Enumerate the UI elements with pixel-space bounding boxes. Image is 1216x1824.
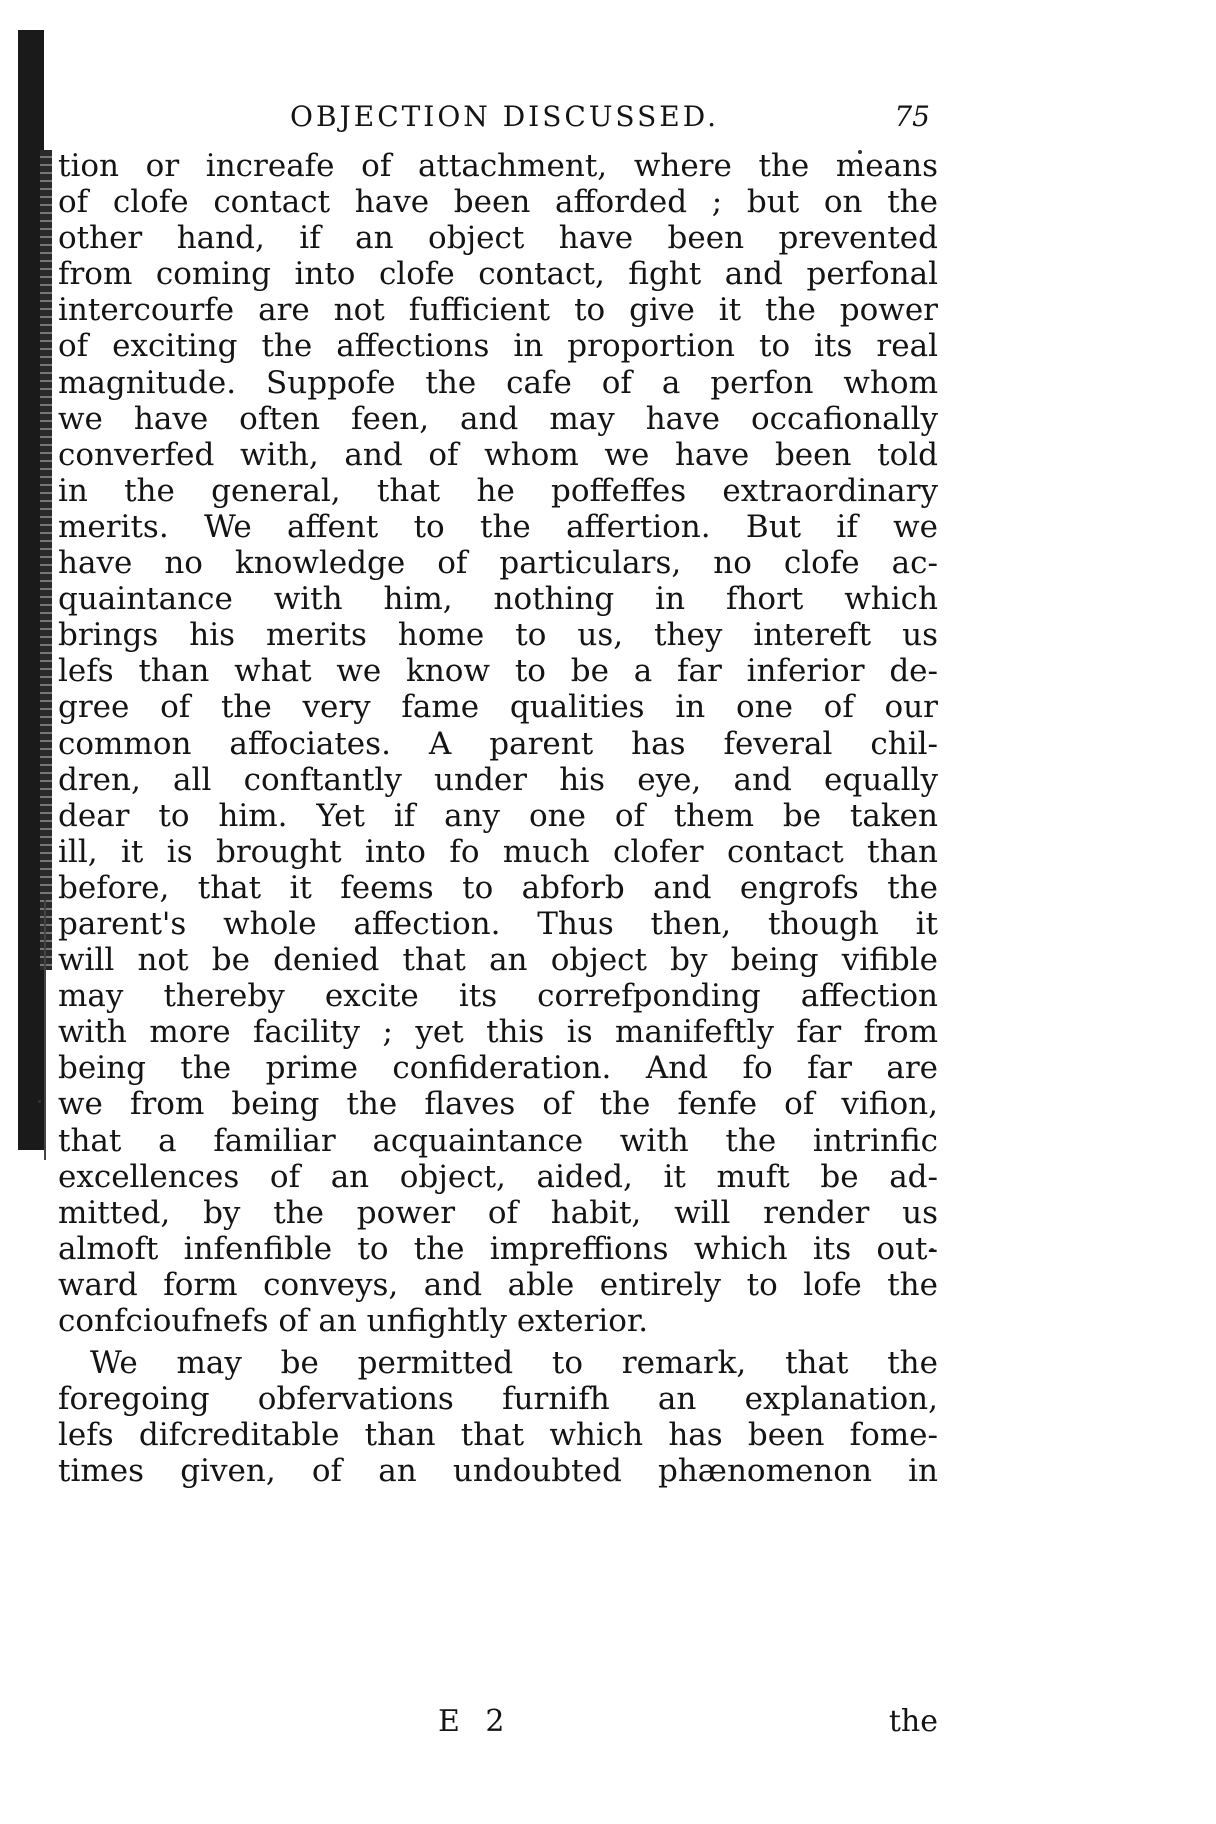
text-line: from coming into clofe contact, fight and perfonal [58, 256, 938, 293]
text-line: merits. We affent to the affertion. But if we [58, 508, 938, 545]
text-line: of exciting the affections in proportion to its real [58, 328, 938, 365]
text-line: in the general, that he poffeffes extraordinary [58, 472, 938, 509]
text-line: magnitude. Suppofe the cafe of a perfon whom [58, 364, 938, 401]
text-line: common affociates. A parent has feveral chil- [58, 725, 938, 762]
text-line: parent's whole affection. Thus then, though it [58, 905, 938, 942]
text-line: almoft infenfible to the impreffions which its out- [58, 1230, 938, 1267]
text-line: before, that it feems to abforb and engrofs the [58, 869, 938, 906]
text-line: converfed with, and of whom we have been told [58, 436, 938, 473]
text-line: mitted, by the power of habit, will render us [58, 1194, 938, 1231]
page-header [70, 90, 930, 140]
text-line: quaintance with him, nothing in fhort which [58, 581, 938, 618]
text-line: tion or increafe of attachment, where the means [58, 148, 938, 184]
text-line: that a familiar acquaintance with the intrinfic [58, 1122, 938, 1159]
text-line: being the prime confideration. And fo far are [58, 1050, 938, 1087]
text-line: have no knowledge of particulars, no clofe ac- [58, 545, 938, 582]
scan-gutter-texture [40, 150, 52, 970]
text-line: we from being the flaves of the fenfe of vifion, [58, 1086, 938, 1123]
text-line: ill, it is brought into fo much clofer contact than [58, 833, 938, 870]
text-line: excellences of an object, aided, it muft be ad- [58, 1158, 938, 1195]
text-line: may thereby excite its correfponding affection [58, 978, 938, 1015]
text-line: intercourfe are not fufficient to give it the power [58, 292, 938, 329]
text-line: we have often feen, and may have occafionally [58, 400, 938, 437]
text-line: lefs than what we know to be a far inferior de- [58, 653, 938, 690]
text-line: brings his merits home to us, they intereft us [58, 617, 938, 654]
running-title: OBJECTION DISCUSSED. [290, 100, 720, 133]
text-line: lefs difcreditable than that which has been fome- [58, 1417, 938, 1454]
scan-edge-line [44, 900, 46, 1160]
text-line: of clofe contact have been afforded ; but on the [58, 184, 938, 221]
text-line: dear to him. Yet if any one of them be taken [58, 797, 938, 834]
text-line: dren, all conftantly under his eye, and equally [58, 761, 938, 798]
text-line: We may be permitted to remark, that the [90, 1345, 938, 1382]
text-line: will not be denied that an object by being vifible [58, 942, 938, 979]
text-line: confcioufnefs of an unfightly exterior. [58, 1303, 649, 1339]
text-line: other hand, if an object have been prevented [58, 220, 938, 257]
text-line: ward form conveys, and able entirely to lofe the [58, 1266, 938, 1303]
page-number: 75 [894, 100, 930, 133]
page-footer [58, 1704, 938, 1744]
body-text [58, 148, 938, 1489]
catchword: the [888, 1704, 938, 1739]
text-line: with more facility ; yet this is manifeftly far from [58, 1014, 938, 1051]
text-line: times given, of an undoubted phænomenon in [58, 1453, 938, 1490]
text-line: foregoing obfervations furnifh an explanation, [58, 1381, 938, 1418]
text-line: gree of the very fame qualities in one of our [58, 689, 938, 726]
scan-speck [38, 1100, 41, 1103]
signature-mark: E 2 [438, 1704, 513, 1739]
